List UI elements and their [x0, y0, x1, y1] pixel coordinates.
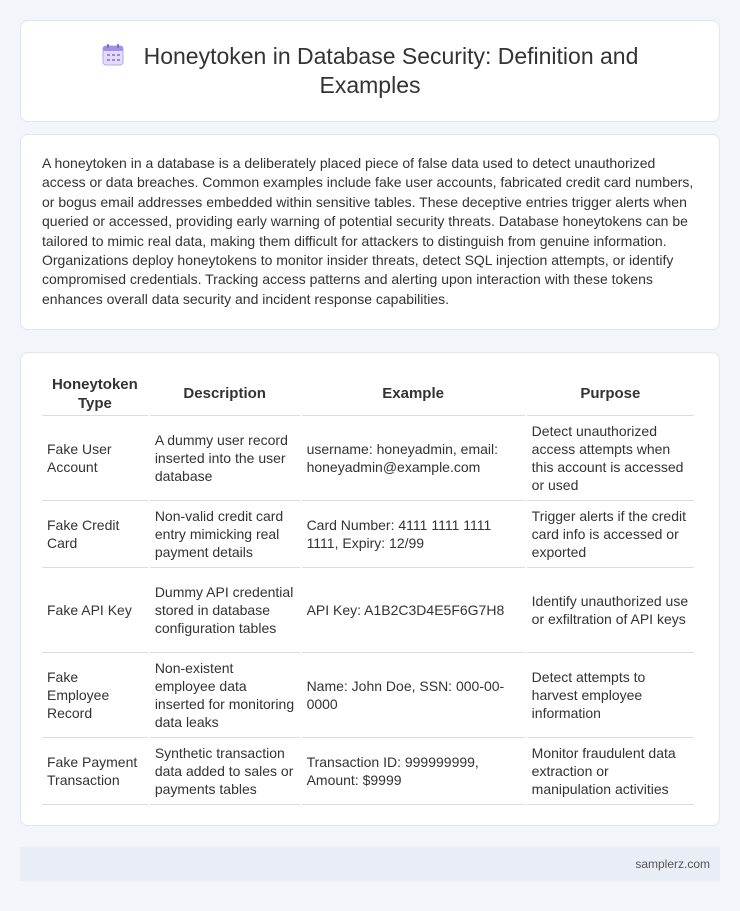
- title-card: [20, 20, 720, 122]
- header-description: Description: [150, 372, 300, 416]
- cell-description: Non-existent employee data inserted for monitoring data leaks: [150, 653, 300, 738]
- cell-description: A dummy user record inserted into the user database: [150, 416, 300, 501]
- header-type: Honeytoken Type: [42, 372, 148, 416]
- table-row: [42, 416, 694, 501]
- header-example: Example: [302, 372, 525, 416]
- cell-example: API Key: A1B2C3D4E5F6G7H8: [302, 568, 525, 653]
- cell-description: Synthetic transaction data added to sales or payments tables: [150, 738, 300, 805]
- footer-brand-link[interactable]: samplerz.com: [635, 857, 710, 871]
- cell-example: username: honeyadmin, email: honeyadmin@example.com: [302, 416, 525, 501]
- calendar-icon: [102, 44, 124, 66]
- cell-purpose: Identify unauthorized use or exfiltration of API keys: [527, 568, 694, 653]
- table-header-row: [42, 372, 694, 416]
- honeytoken-table: [40, 372, 696, 805]
- cell-example: Transaction ID: 999999999, Amount: $9999: [302, 738, 525, 805]
- cell-type: Fake User Account: [42, 416, 148, 501]
- cell-type: Fake API Key: [42, 568, 148, 653]
- table-row: [42, 653, 694, 738]
- cell-purpose: Trigger alerts if the credit card info is accessed or exported: [527, 501, 694, 568]
- cell-type: Fake Credit Card: [42, 501, 148, 568]
- cell-example: Name: John Doe, SSN: 000-00-0000: [302, 653, 525, 738]
- page-title: [61, 42, 679, 100]
- cell-type: Fake Employee Record: [42, 653, 148, 738]
- table-card: [20, 352, 720, 826]
- page-title-text: Honeytoken in Database Security: Definition and Examples: [143, 43, 639, 98]
- cell-purpose: Monitor fraudulent data extraction or manipulation activities: [527, 738, 694, 805]
- header-purpose: Purpose: [527, 372, 694, 416]
- table-row: [42, 738, 694, 805]
- cell-type: Fake Payment Transaction: [42, 738, 148, 805]
- intro-paragraph: A honeytoken in a database is a deliberately placed piece of false data used to detect unauthorized access or data breaches. Common examples include fake user accounts, fabricated credit card numbers, or bogus email addresses embedded within sensitive tables. These deceptive entries trigger alerts when queried or accessed, providing early warning of potential security threats. Database honeytokens can be tailored to mimic real data, making them difficult for attackers to distinguish from genuine information. Organizations deploy honeytokens to monitor insider threats, detect SQL injection attempts, or identify compromised credentials. Tracking access patterns and alerting upon interaction with these tokens enhances overall data security and incident response capabilities.: [42, 155, 694, 307]
- table-row: [42, 568, 694, 653]
- cell-example: Card Number: 4111 1111 1111 1111, Expiry: 12/99: [302, 501, 525, 568]
- footer: [20, 847, 720, 881]
- cell-purpose: Detect attempts to harvest employee information: [527, 653, 694, 738]
- table-row: [42, 501, 694, 568]
- cell-description: Non-valid credit card entry mimicking real payment details: [150, 501, 300, 568]
- cell-purpose: Detect unauthorized access attempts when this account is accessed or used: [527, 416, 694, 501]
- cell-description: Dummy API credential stored in database configuration tables: [150, 568, 300, 653]
- intro-card: [20, 134, 720, 330]
